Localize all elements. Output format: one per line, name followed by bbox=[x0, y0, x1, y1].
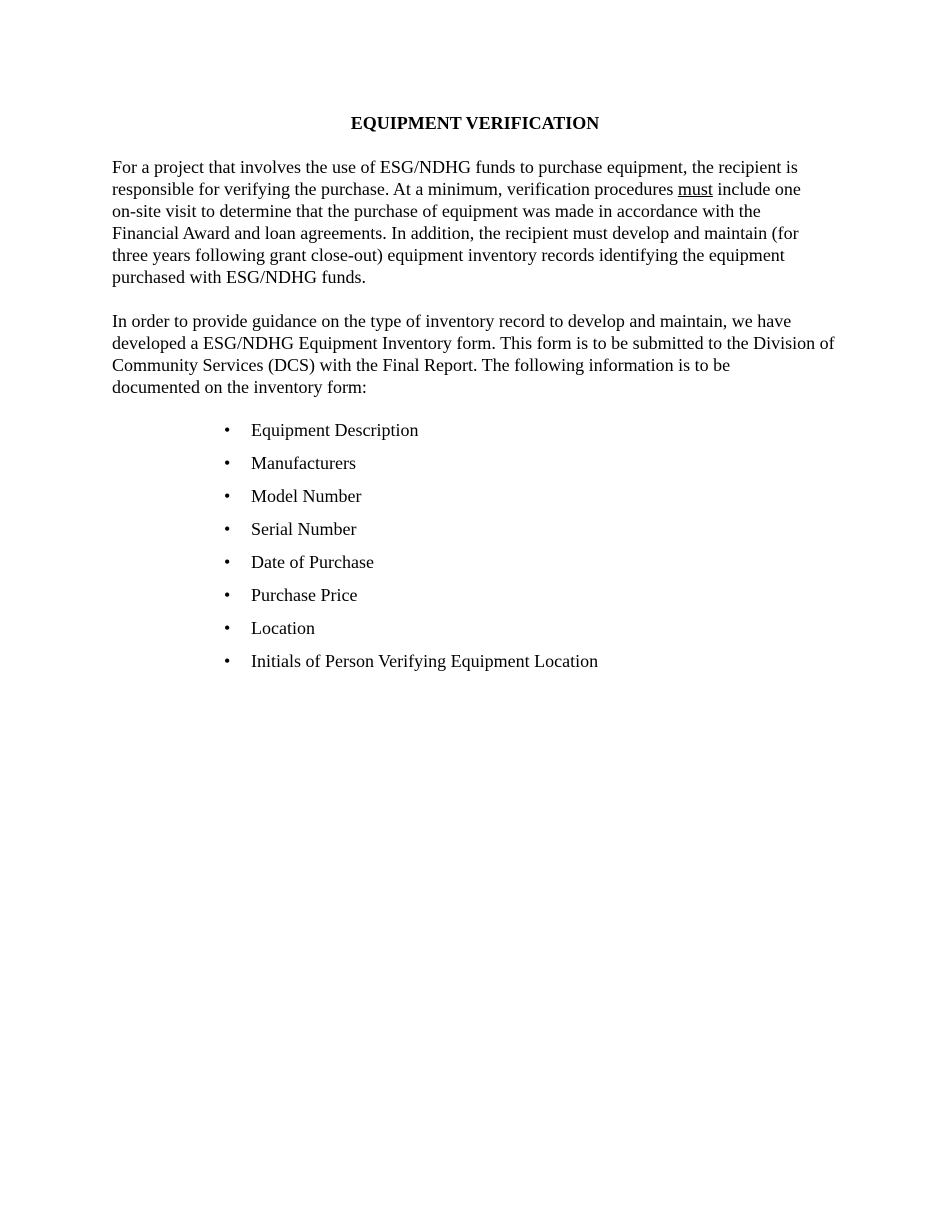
bullet-icon: • bbox=[224, 618, 231, 638]
paragraph-line: For a project that involves the use of ESG/NDHG funds to purchase equipment, the recipient is bbox=[112, 157, 798, 177]
list-item-text: Location bbox=[251, 618, 315, 638]
bullet-icon: • bbox=[224, 552, 231, 572]
paragraph-text: responsible for verifying the purchase. At a minimum, verification procedures bbox=[112, 179, 678, 199]
list-item-text: Equipment Description bbox=[251, 420, 419, 440]
paragraph-line: developed a ESG/NDHG Equipment Inventory form. This form is to be submitted to the Division of bbox=[112, 333, 835, 353]
list-item-text: Initials of Person Verifying Equipment Location bbox=[251, 651, 599, 671]
document-title: EQUIPMENT VERIFICATION bbox=[350, 113, 600, 133]
bullet-icon: • bbox=[224, 486, 231, 506]
bullet-icon: • bbox=[224, 519, 231, 539]
paragraph-inventory-guidance bbox=[112, 310, 872, 398]
paragraph-line: three years following grant close-out) equipment inventory records identifying the equipment bbox=[112, 245, 785, 265]
paragraph-line: Financial Award and loan agreements. In addition, the recipient must develop and maintain (for bbox=[112, 223, 799, 243]
list-item-text: Purchase Price bbox=[251, 585, 358, 605]
bullet-icon: • bbox=[224, 651, 231, 671]
list-item-text: Manufacturers bbox=[251, 453, 356, 473]
list-item-text: Model Number bbox=[251, 486, 362, 506]
paragraph-line: documented on the inventory form: bbox=[112, 377, 367, 397]
paragraph-line: on-site visit to determine that the purchase of equipment was made in accordance with the bbox=[112, 201, 761, 221]
paragraph-line bbox=[112, 178, 872, 200]
paragraph-line: Community Services (DCS) with the Final Report. The following information is to be bbox=[112, 355, 731, 375]
bullet-icon: • bbox=[224, 420, 231, 440]
paragraph-line: In order to provide guidance on the type of inventory record to develop and maintain, we have bbox=[112, 311, 792, 331]
bullet-icon: • bbox=[224, 453, 231, 473]
paragraph-text: include one bbox=[712, 179, 801, 199]
list-item-text: Serial Number bbox=[251, 519, 357, 539]
paragraph-line: purchased with ESG/NDHG funds. bbox=[112, 267, 366, 287]
list-item-text: Date of Purchase bbox=[251, 552, 374, 572]
bullet-icon: • bbox=[224, 585, 231, 605]
underlined-must: must bbox=[677, 179, 713, 199]
paragraph-verification bbox=[112, 156, 872, 288]
